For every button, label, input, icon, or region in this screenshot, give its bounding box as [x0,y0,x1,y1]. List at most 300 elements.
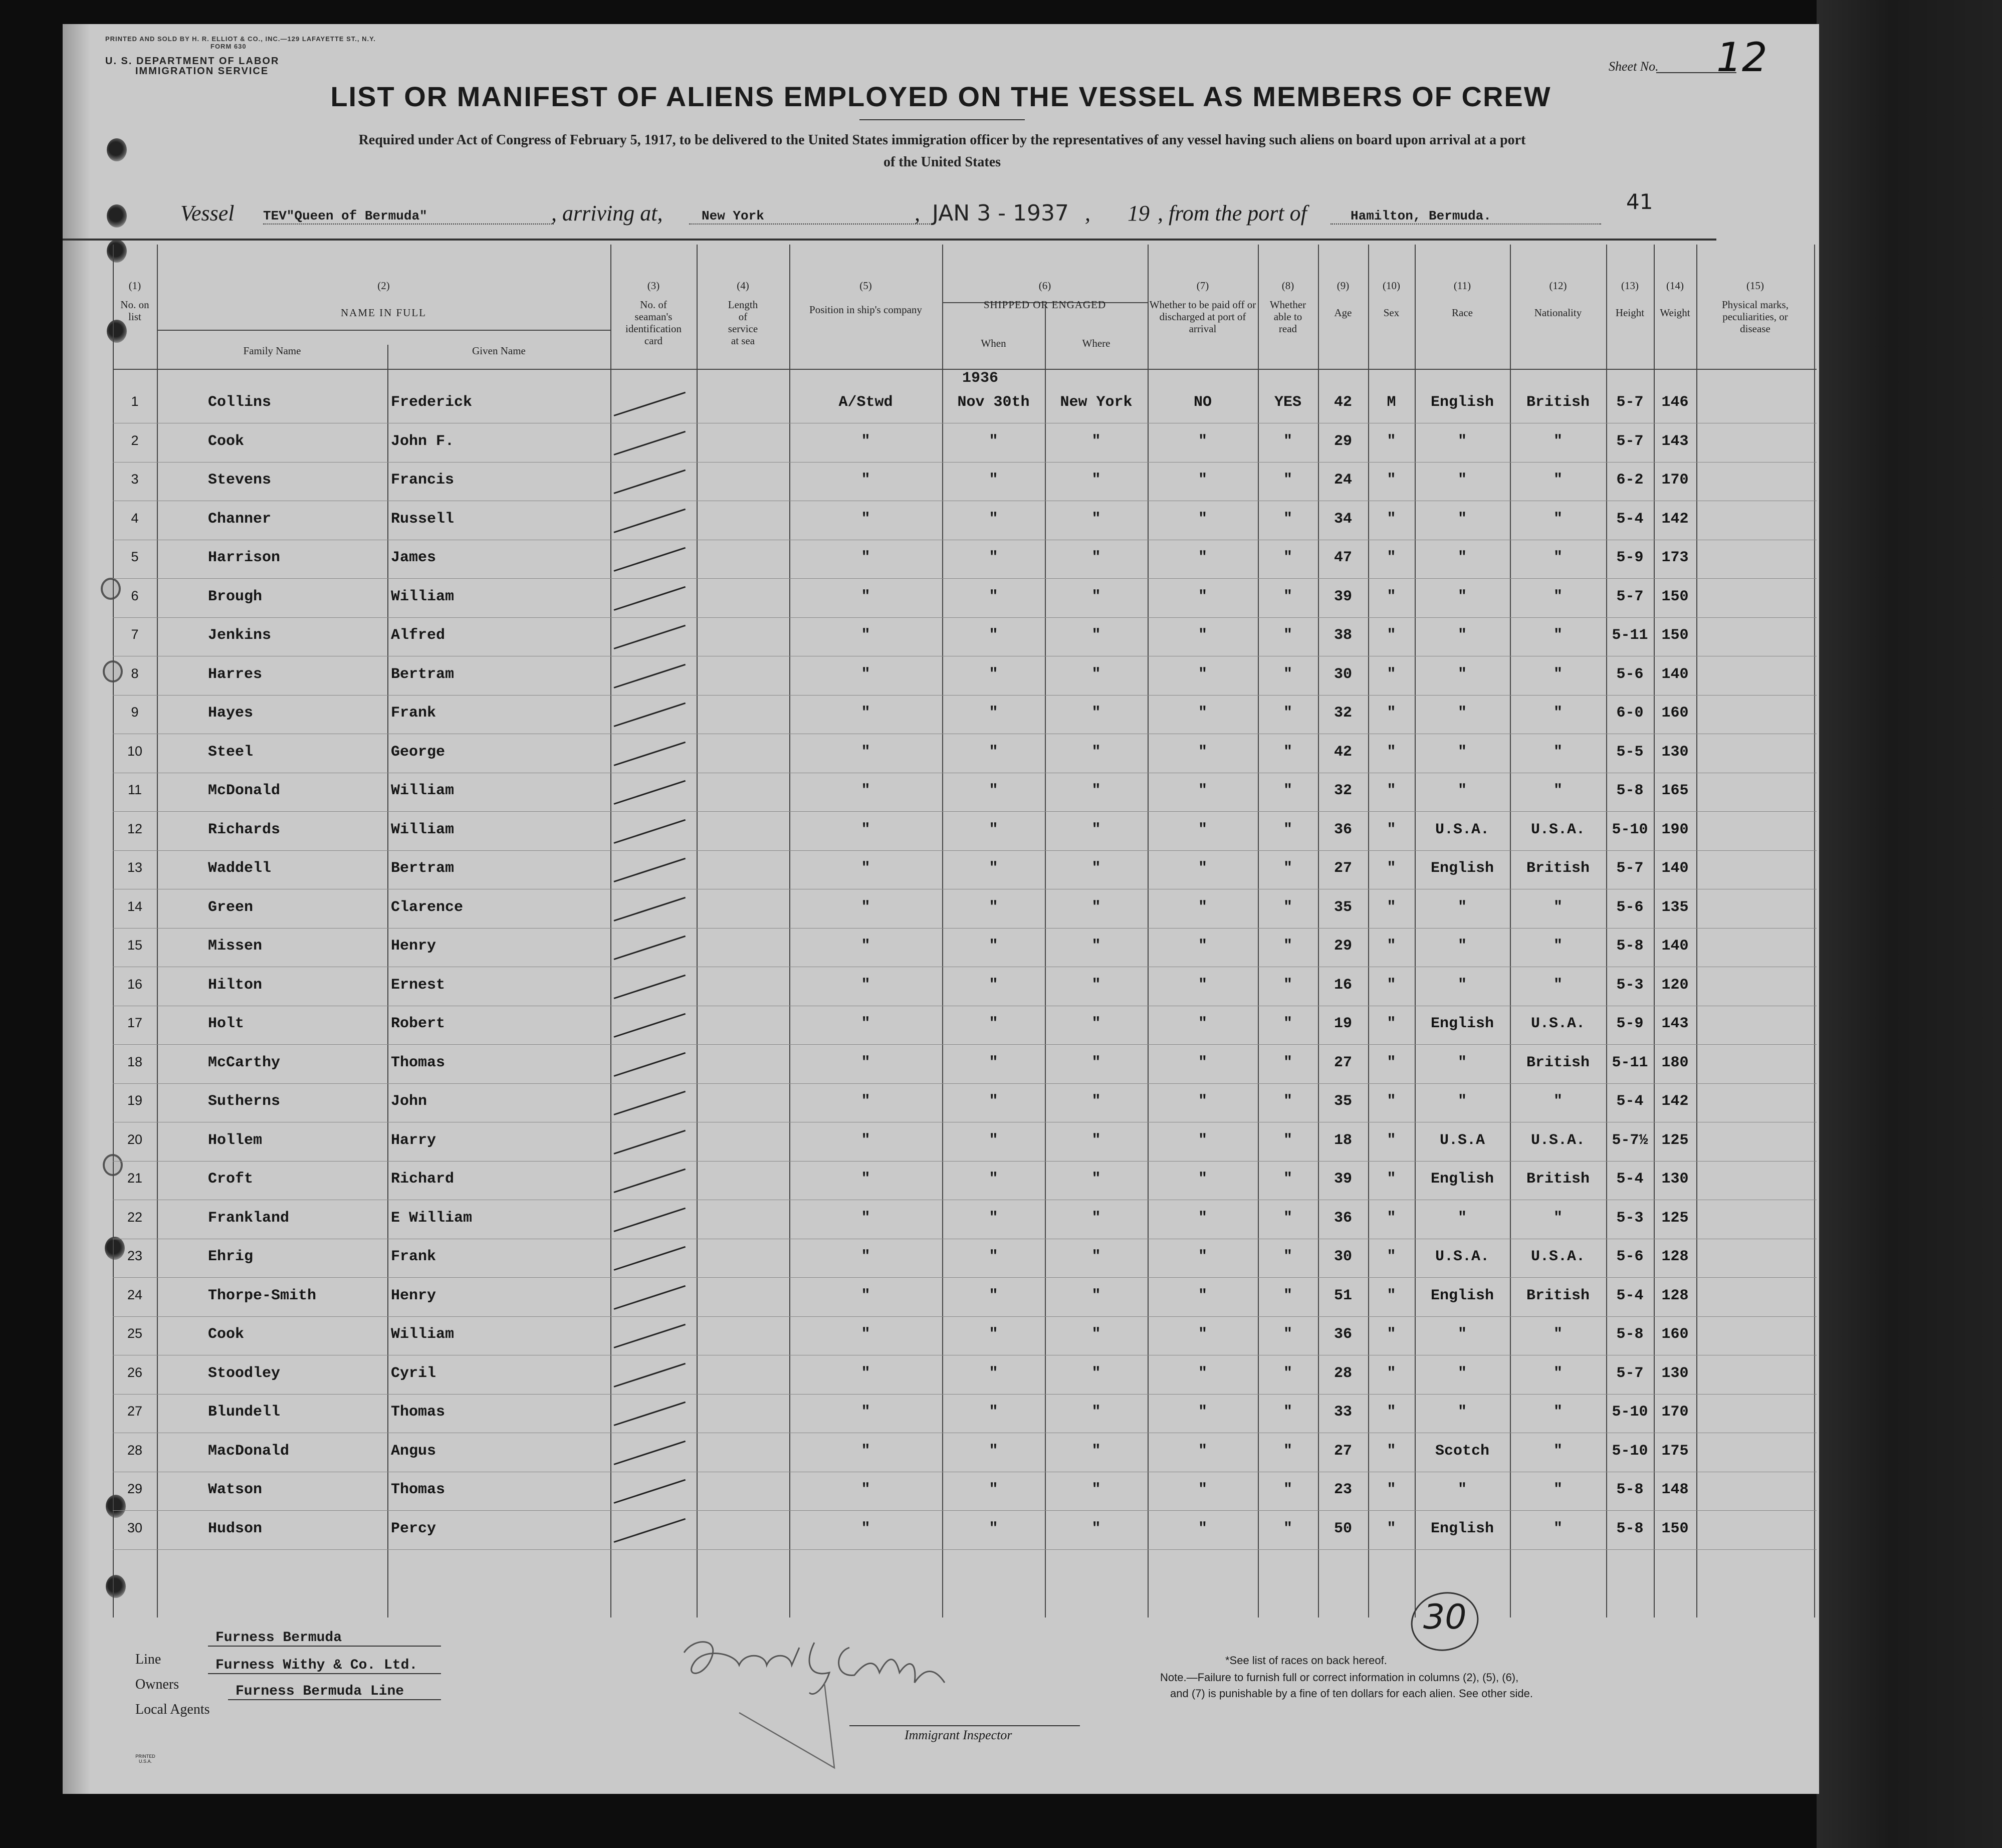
cell-paid: " [1198,1442,1207,1460]
cell-paid: " [1198,627,1207,644]
cell-weight: 175 [1661,1442,1689,1460]
cell-sex: " [1387,627,1396,644]
idcard-checkmark [614,1440,686,1465]
binding-hole [107,138,127,161]
idcard-checkmark [614,1091,686,1115]
cell-nationality: " [1553,1093,1563,1110]
cell-family: Blundell [208,1404,281,1421]
cell-nationality: U.S.A. [1530,1248,1586,1265]
cell-race: " [1457,1209,1467,1227]
cell-family: Waddell [208,860,272,877]
cell-read: " [1283,1248,1292,1265]
cell-sex: " [1387,432,1396,450]
cell-where: " [1091,665,1101,683]
cell-when: " [989,1404,998,1421]
cell-no: 9 [131,705,139,720]
cell-age: 24 [1333,472,1352,489]
cell-when: " [989,1131,998,1149]
cell-paid: " [1198,1404,1207,1421]
cell-when: " [989,627,998,644]
cell-race: " [1457,938,1467,955]
sheet-label: Sheet No. [1609,59,1659,74]
cell-when: " [989,860,998,877]
cell-where: " [1091,1015,1101,1032]
subtitle-line: of the United States [883,154,1001,170]
col-age-header: (9) Age [1334,280,1352,319]
cell-age: 39 [1333,588,1352,605]
cell-weight: 150 [1661,1520,1689,1537]
cell-nationality: British [1526,1171,1590,1188]
svg-text:Herbert J. Conly: Herbert J. Conly [669,1644,711,1649]
fine-note: Note.—Failure to furnish full or correct information in columns (2), (5), (6), and (7) is punishable by a fine of ten dollars for each alien. See other side. [1160,1671,1533,1700]
cell-no: 23 [127,1248,143,1263]
cell-position: " [861,665,870,683]
cell-family: Harrison [208,549,281,566]
cell-where: " [1091,898,1101,916]
cell-height: 6-2 [1616,472,1644,489]
idcard-checkmark [614,896,686,921]
cell-where: " [1091,782,1101,799]
cell-sex: " [1387,1093,1396,1110]
cell-sex: " [1387,1404,1396,1421]
idcard-checkmark [614,1246,686,1271]
cell-position: " [861,1131,870,1149]
col-service-header: (4) Length of service at sea [728,280,758,347]
cell-no: 4 [131,510,139,526]
cell-no: 1 [131,394,139,409]
cell-when: " [989,976,998,994]
cell-sex: M [1387,394,1396,411]
cell-nationality: " [1553,743,1563,761]
cell-position: " [861,1442,870,1460]
cell-given: Richard [391,1171,455,1188]
cell-no: 17 [127,1015,143,1030]
cell-nationality: " [1553,1481,1563,1498]
cell-race: " [1457,976,1467,994]
cell-when: " [989,1054,998,1071]
cell-when: " [989,1093,998,1110]
cell-weight: 143 [1661,1015,1689,1032]
cell-given: Henry [391,938,436,955]
cell-given: Henry [391,1287,436,1304]
cell-no: 21 [127,1171,143,1186]
cell-given: John F. [391,432,455,450]
department-name: U. S. DEPARTMENT OF LABOR [105,56,280,67]
idcard-checkmark [614,741,686,766]
idcard-checkmark [614,703,686,727]
cell-position: " [861,549,870,566]
cell-position: " [861,588,870,605]
cell-family: Hayes [208,705,254,722]
cell-no: 2 [131,432,139,448]
cell-read: " [1283,1209,1292,1227]
vessel-label: Vessel [180,201,235,225]
cell-read: " [1283,782,1292,799]
cell-nationality: British [1526,860,1590,877]
cell-read: " [1283,549,1292,566]
printer-imprint [105,35,376,50]
idcard-checkmark [614,470,686,494]
cell-read: " [1283,821,1292,838]
cell-race: " [1457,627,1467,644]
cell-position: " [861,898,870,916]
cell-no: 5 [131,549,139,564]
cell-no: 16 [127,976,143,992]
manifest-number: 41 [1626,189,1653,214]
cell-given: E William [391,1209,473,1227]
cell-nationality: " [1553,782,1563,799]
cell-weight: 160 [1661,1326,1689,1343]
col-read-header: (8) Whether able to read [1269,280,1306,335]
cell-nationality: " [1553,665,1563,683]
cell-sex: " [1387,588,1396,605]
cell-height: 5-11 [1612,627,1648,644]
cell-height: 5-3 [1616,976,1644,994]
cell-read: " [1283,510,1292,528]
cell-family: Ehrig [208,1248,254,1265]
cell-sex: " [1387,1171,1396,1188]
cell-height: 5-4 [1616,1093,1644,1110]
cell-age: 32 [1333,705,1352,722]
idcard-checkmark [614,1052,686,1076]
cell-sex: " [1387,549,1396,566]
cell-sex: " [1387,1287,1396,1304]
cell-sex: " [1387,938,1396,955]
cell-nationality: " [1553,549,1563,566]
cell-height: 5-8 [1616,1481,1644,1498]
inspector-label: Immigrant Inspector [905,1728,1012,1742]
cell-no: 24 [127,1287,143,1302]
cell-family: Sutherns [208,1093,281,1110]
cell-race: " [1457,432,1467,450]
idcard-checkmark [614,663,686,688]
cell-paid: " [1198,588,1207,605]
cell-when: " [989,1520,998,1537]
cell-where: " [1091,1209,1101,1227]
cell-when: " [989,1442,998,1460]
cell-position: " [861,1481,870,1498]
cell-family: Richards [208,821,281,838]
cell-age: 50 [1333,1520,1352,1537]
cell-paid: " [1198,743,1207,761]
cell-nationality: U.S.A. [1530,1015,1586,1032]
cell-position: " [861,860,870,877]
cell-when: " [989,898,998,916]
idcard-checkmark [614,780,686,805]
cell-where: " [1091,627,1101,644]
cell-position: " [861,976,870,994]
cell-position: " [861,782,870,799]
cell-age: 16 [1333,976,1352,994]
from-label: , from the port of [1158,201,1307,225]
cell-no: 8 [131,665,139,681]
cell-given: Cyril [391,1364,436,1382]
cell-position: " [861,1171,870,1188]
cell-height: 5-6 [1616,1248,1644,1265]
manifest-sheet: PRINTED AND SOLD BY H. R. ELLIOT & CO., INC.—129 LAFAYETTE ST., N.Y. FORM 630 U. S. DEPARTMENT OF LABOR IMMIGRATION SERVICE Sheet No. 12 LIST OR MANIFEST OF ALIENS EMPLOYED ON THE VESSEL AS MEMBERS OF CREW Required under Act of Congress of February 5, 1917, to be delivered to the United States immigration officer by the representatives of any vessel having such aliens on board upon arrival at a port of the United States Vessel TEV"Queen of Bermuda" , arriving at, New York , JAN 3 - 1937 , 19 , from the port of Hamilton, Bermuda. 41 (1) No. on list (2) NAME IN FULL Family Name Given Name (3) No. of seaman's identification card (4) Length of service at sea (5) Position in ship's company (6) SHIPPED OR ENGAGED When Where (7) Whether to be paid off or discharged at port of arrival (8) Whether able to read (9) Age (10) Sex (11) Race (12) Nationality (13) Height (14) Weight (15) Physical marks, peculiarities, or disease 1936 1 Collins Frederick A/Stwd Nov 30th New York NO YES 42 M English British 5-7 146 2 Cook John F. " " " " " 29 " " " 5-7 143 3 Stevens Francis " " " " " 24 " " " 6-2 170 4 Channer Russell " " " " " 34 " " " 5-4 142 5 Harrison James " " " " " 47 " " " 5-9 173 6 Brough William " " " " " 39 " " " 5-7 150 7 Jenkins Alfred " " " " " 38 " " " 5-11 150 8 Harres Bertram " " " " " 30 " " " 5-6 140 9 Hayes Frank " " " " " 32 " " " 6-0 160 10 Steel George " " " " " 42 " " " 5-5 130 11 McDonald William " " " " " 32 " " " 5-8 165 12 Richards William " " " " " 36 " U.S.A. U.S.A. 5-10 190 13 Waddell Bertram " " " " " 27 " English British 5-7 140 14 Green Clarence " " " " " 35 " " " 5-6 135 15 Missen Henry " " " " " 29 " " " 5-8 140 16 Hilton Ernest " " " " " 16 " " " 5-3 120 17 Holt Robert " " " " " 19 " English U.S.A. 5-9 143 18 McCarthy Thomas " " " " " 27 " " British 5-11 180 19 Sutherns John " " " " " 35 " " " 5-4 142 20 Hollem Harry " " " " " 18 " U.S.A U.S.A. 5-7½ 125 21 Croft Richard " " " " " 39 " English British 5-4 130 22 Frankland E William " " " " " 36 " " " 5-3 125 23 Ehrig Frank " " " " " 30 " U.S.A. U.S.A. 5-6 128 24 Thorpe-Smith Henry " " " " " 51 " English British 5-4 128 25 Cook William " " " " " 36 " " " 5-8 160 26 Stoodley Cyril " " " " " 28 " " " 5-7 130 27 Blundell Thomas " " " " " 33 " " " 5-10 170 28 MacDonald Angus " " " " " 27 " Scotch " 5-10 175 29 Watson Thomas " " " " " 23 " " " 5-8 148 30 Hudson Percy " " " " " 50 " English " 5-8 150 30 Line Furness Bermuda Owners Furness Withy & Co. Ltd. Local Agents Furness Bermuda Line Herbert J. Conly Immigrant Inspector *See list of races on back hereof. Note.—Failure to furnish full or correct information in columns (2), (5), (6), and (7) is punishable by a fine of ten dollars for each alien. See other side. PRINTED U.S.A. [63,24,1819,1794]
cell-weight: 146 [1661,394,1689,411]
cell-height: 5-6 [1616,665,1644,683]
cell-height: 5-5 [1616,743,1644,761]
cell-sex: " [1387,782,1396,799]
cell-read: " [1283,938,1292,955]
cell-age: 30 [1333,665,1352,683]
cell-nationality: " [1553,472,1563,489]
cell-height: 6-0 [1616,705,1644,722]
cell-height: 5-10 [1612,1442,1648,1460]
form-number: FORM 630 [210,43,247,50]
cell-read: " [1283,588,1292,605]
cell-no: 11 [127,782,142,797]
cell-given: Percy [391,1520,436,1537]
cell-weight: 130 [1661,1364,1689,1382]
from-port: Hamilton, Bermuda. [1330,208,1601,224]
cell-age: 42 [1333,394,1352,411]
cell-when: " [989,588,998,605]
cell-height: 5-8 [1616,782,1644,799]
cell-weight: 170 [1661,472,1689,489]
cell-given: Bertram [391,665,455,683]
cell-age: 51 [1333,1287,1352,1304]
cell-given: Ernest [391,976,446,994]
idcard-checkmark [614,1402,686,1426]
cell-height: 5-7 [1616,432,1644,450]
inspector-signature [664,1618,975,1780]
idcard-checkmark [614,1207,686,1232]
cell-age: 42 [1333,743,1352,761]
cell-when: " [989,938,998,955]
cell-family: Steel [208,743,254,761]
cell-position: " [861,1364,870,1382]
cell-position: " [861,821,870,838]
cell-age: 27 [1333,1442,1352,1460]
cell-family: McDonald [208,782,281,799]
cell-sex: " [1387,705,1396,722]
cell-nationality: " [1553,1520,1563,1537]
cell-position: " [861,510,870,528]
cell-family: Collins [208,394,272,411]
cell-paid: " [1198,1287,1207,1304]
cell-read: " [1283,1171,1292,1188]
cell-nationality: British [1526,394,1590,411]
cell-paid: " [1198,1481,1207,1498]
cell-sex: " [1387,821,1396,838]
cell-where: " [1091,549,1101,566]
cell-weight: 120 [1661,976,1689,994]
cell-weight: 128 [1661,1248,1689,1265]
cell-where: " [1091,1364,1101,1382]
cell-no: 20 [127,1131,143,1147]
cell-height: 5-10 [1612,1404,1648,1421]
col-position-header: (5) Position in ship's company [809,280,922,316]
cell-family: McCarthy [208,1054,281,1071]
cell-sex: " [1387,1520,1396,1537]
cell-family: Green [208,898,254,916]
cell-age: 36 [1333,1209,1352,1227]
cell-no: 14 [127,898,143,914]
races-note: *See list of races on back hereof. [1225,1654,1387,1667]
cell-sex: " [1387,1015,1396,1032]
cell-where: " [1091,938,1101,955]
col-marks-header: (15) Physical marks, peculiarities, or disease [1722,280,1789,335]
cell-nationality: " [1553,510,1563,528]
cell-height: 5-4 [1616,1171,1644,1188]
cell-sex: " [1387,1364,1396,1382]
total-count: 30 [1423,1597,1467,1637]
cell-position: " [861,1287,870,1304]
idcard-checkmark [614,1169,686,1193]
cell-read: " [1283,432,1292,450]
cell-given: Clarence [391,898,464,916]
cell-nationality: " [1553,976,1563,994]
cell-read: " [1283,1364,1292,1382]
cell-given: Alfred [391,627,446,644]
owners-label: Owners [135,1677,179,1692]
signature-scrawl [664,1618,975,1778]
cell-where: " [1091,1326,1101,1343]
date-stamp: JAN 3 - 1937 [932,200,1069,226]
cell-where: " [1091,976,1101,994]
cell-age: 34 [1333,510,1352,528]
cell-paid: " [1198,549,1207,566]
cell-race: Scotch [1435,1442,1490,1460]
cell-read: " [1283,627,1292,644]
cell-position: " [861,1520,870,1537]
cell-family: Watson [208,1481,263,1498]
cell-paid: " [1198,432,1207,450]
cell-paid: " [1198,1520,1207,1537]
cell-height: 5-9 [1616,549,1644,566]
page-title: LIST OR MANIFEST OF ALIENS EMPLOYED ON THE VESSEL AS MEMBERS OF CREW [330,81,1551,112]
cell-age: 27 [1333,1054,1352,1071]
cell-when: " [989,1015,998,1032]
cell-race: English [1430,1015,1494,1032]
cell-paid: " [1198,1093,1207,1110]
cell-weight: 170 [1661,1404,1689,1421]
cell-when: " [989,665,998,683]
cell-no: 29 [127,1481,143,1496]
cell-sex: " [1387,898,1396,916]
cell-position: " [861,938,870,955]
cell-race: U.S.A. [1435,1248,1490,1265]
cell-height: 5-7½ [1612,1131,1648,1149]
cell-weight: 130 [1661,743,1689,761]
year-shipped: 1936 [962,370,999,387]
cell-when: " [989,1481,998,1498]
cell-sex: " [1387,743,1396,761]
cell-position: " [861,1015,870,1032]
col-no-header: (1) No. on list [120,280,149,323]
cell-read: " [1283,1404,1292,1421]
subtitle [188,129,1696,173]
cell-age: 39 [1333,1171,1352,1188]
cell-read: " [1283,1093,1292,1110]
cell-position: " [861,705,870,722]
cell-paid: " [1198,510,1207,528]
cell-race: " [1457,510,1467,528]
cell-age: 30 [1333,1248,1352,1265]
cell-race: English [1430,1171,1494,1188]
cell-height: 5-10 [1612,821,1648,838]
cell-weight: 140 [1661,938,1689,955]
binding-hole [107,204,127,227]
cell-paid: " [1198,976,1207,994]
cell-when: " [989,1364,998,1382]
cell-family: Frankland [208,1209,290,1227]
cell-paid: " [1198,821,1207,838]
cell-sex: " [1387,1209,1396,1227]
col-family-header: Family Name [243,345,301,357]
cell-when: " [989,549,998,566]
cell-height: 5-4 [1616,510,1644,528]
cell-no: 27 [127,1404,143,1419]
cell-weight: 142 [1661,1093,1689,1110]
cell-when: " [989,821,998,838]
cell-no: 26 [127,1364,143,1380]
cell-where: " [1091,821,1101,838]
cell-where: " [1091,1481,1101,1498]
cell-when: " [989,1171,998,1188]
cell-age: 29 [1333,432,1352,450]
cell-height: 5-11 [1612,1054,1648,1071]
cell-when: " [989,472,998,489]
col-race-header: (11) Race [1452,280,1473,319]
cell-height: 5-6 [1616,898,1644,916]
cell-read: " [1283,1442,1292,1460]
cell-height: 5-4 [1616,1287,1644,1304]
cell-paid: " [1198,938,1207,955]
cell-height: 5-9 [1616,1015,1644,1032]
cell-given: Thomas [391,1404,446,1421]
idcard-checkmark [614,1013,686,1038]
idcard-checkmark [614,430,686,455]
cell-position: " [861,627,870,644]
cell-sex: " [1387,665,1396,683]
idcard-checkmark [614,1285,686,1309]
col-name-header: (2) NAME IN FULL [341,280,426,319]
idcard-checkmark [614,819,686,843]
cell-age: 27 [1333,860,1352,877]
cell-read: YES [1274,394,1301,411]
col-when-header: When [981,337,1006,349]
cell-given: Francis [391,472,455,489]
cell-age: 33 [1333,1404,1352,1421]
cell-where: " [1091,510,1101,528]
cell-position: " [861,1326,870,1343]
cell-given: Frank [391,1248,436,1265]
cell-race: " [1457,588,1467,605]
arriving-label: , arriving at, [551,201,663,225]
idcard-checkmark [614,974,686,999]
cell-given: Frederick [391,394,473,411]
cell-race: " [1457,743,1467,761]
cell-age: 19 [1333,1015,1352,1032]
cell-height: 5-3 [1616,1209,1644,1227]
cell-nationality: " [1553,705,1563,722]
cell-where: " [1091,1054,1101,1071]
cell-weight: 180 [1661,1054,1689,1071]
cell-no: 15 [127,938,143,953]
cell-given: Angus [391,1442,436,1460]
cell-weight: 150 [1661,588,1689,605]
cell-weight: 143 [1661,432,1689,450]
cell-height: 5-8 [1616,1520,1644,1537]
idcard-checkmark [614,936,686,960]
cell-given: George [391,743,446,761]
cell-when: Nov 30th [957,394,1030,411]
cell-nationality: " [1553,627,1563,644]
col-given-header: Given Name [472,345,526,357]
